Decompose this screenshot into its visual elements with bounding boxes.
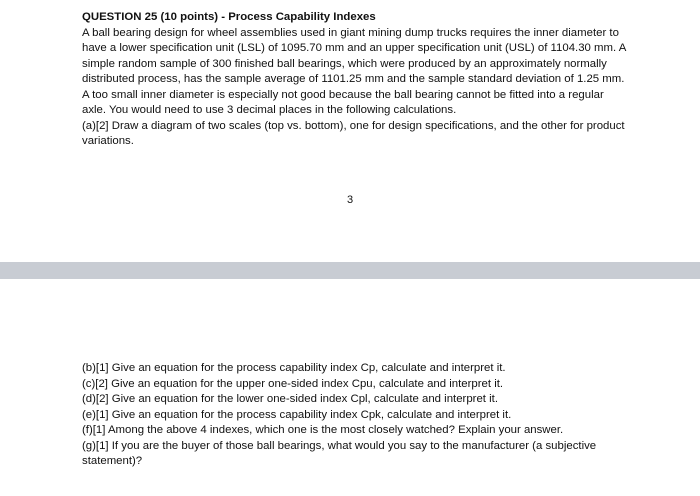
page-separator: [0, 262, 700, 279]
part-d: (d)[2] Give an equation for the lower one-sided index Cpl, calculate and interpret it.: [82, 393, 498, 405]
page-number: 3: [346, 194, 354, 206]
part-a: (a)[2] Draw a diagram of two scales (top vs. bottom), one for design specifications, and the other for product variations.: [82, 119, 625, 147]
part-g: (g)[1] If you are the buyer of those ball bearings, what would you say to the manufacturer (a subjective statement)?: [82, 439, 597, 467]
question-block: [82, 10, 627, 150]
question-title: QUESTION 25 (10 points) - Process Capability Indexes: [82, 11, 376, 23]
parts-list: [82, 361, 627, 470]
part-b: (b)[1] Give an equation for the process capability index Cp, calculate and interpret it.: [82, 362, 506, 374]
part-c: (c)[2] Give an equation for the upper one-sided index Cpu, calculate and interpret it.: [82, 377, 504, 390]
part-e: (e)[1] Give an equation for the process capability index Cpk, calculate and interpret it.: [82, 408, 512, 421]
question-body: A ball bearing design for wheel assemblies used in giant mining dump trucks requires the inner diameter to have a lower specification unit (LSL) of 1095.70 mm and an upper specification unit (USL) of 1104.30 mm. A simple random sample of 300 finished ball bearings, which were produced by an approximately normally distributed process, has the sample average of 1101.25 mm and the sample standard deviation of 1.25 mm. A too small inner diameter is especially not good because the ball bearing cannot be fitted into a regular axle. You would need to use 3 decimal places in the following calculations.: [82, 26, 626, 116]
part-f: (f)[1] Among the above 4 indexes, which one is the most closely watched? Explain your answer.: [82, 424, 564, 436]
